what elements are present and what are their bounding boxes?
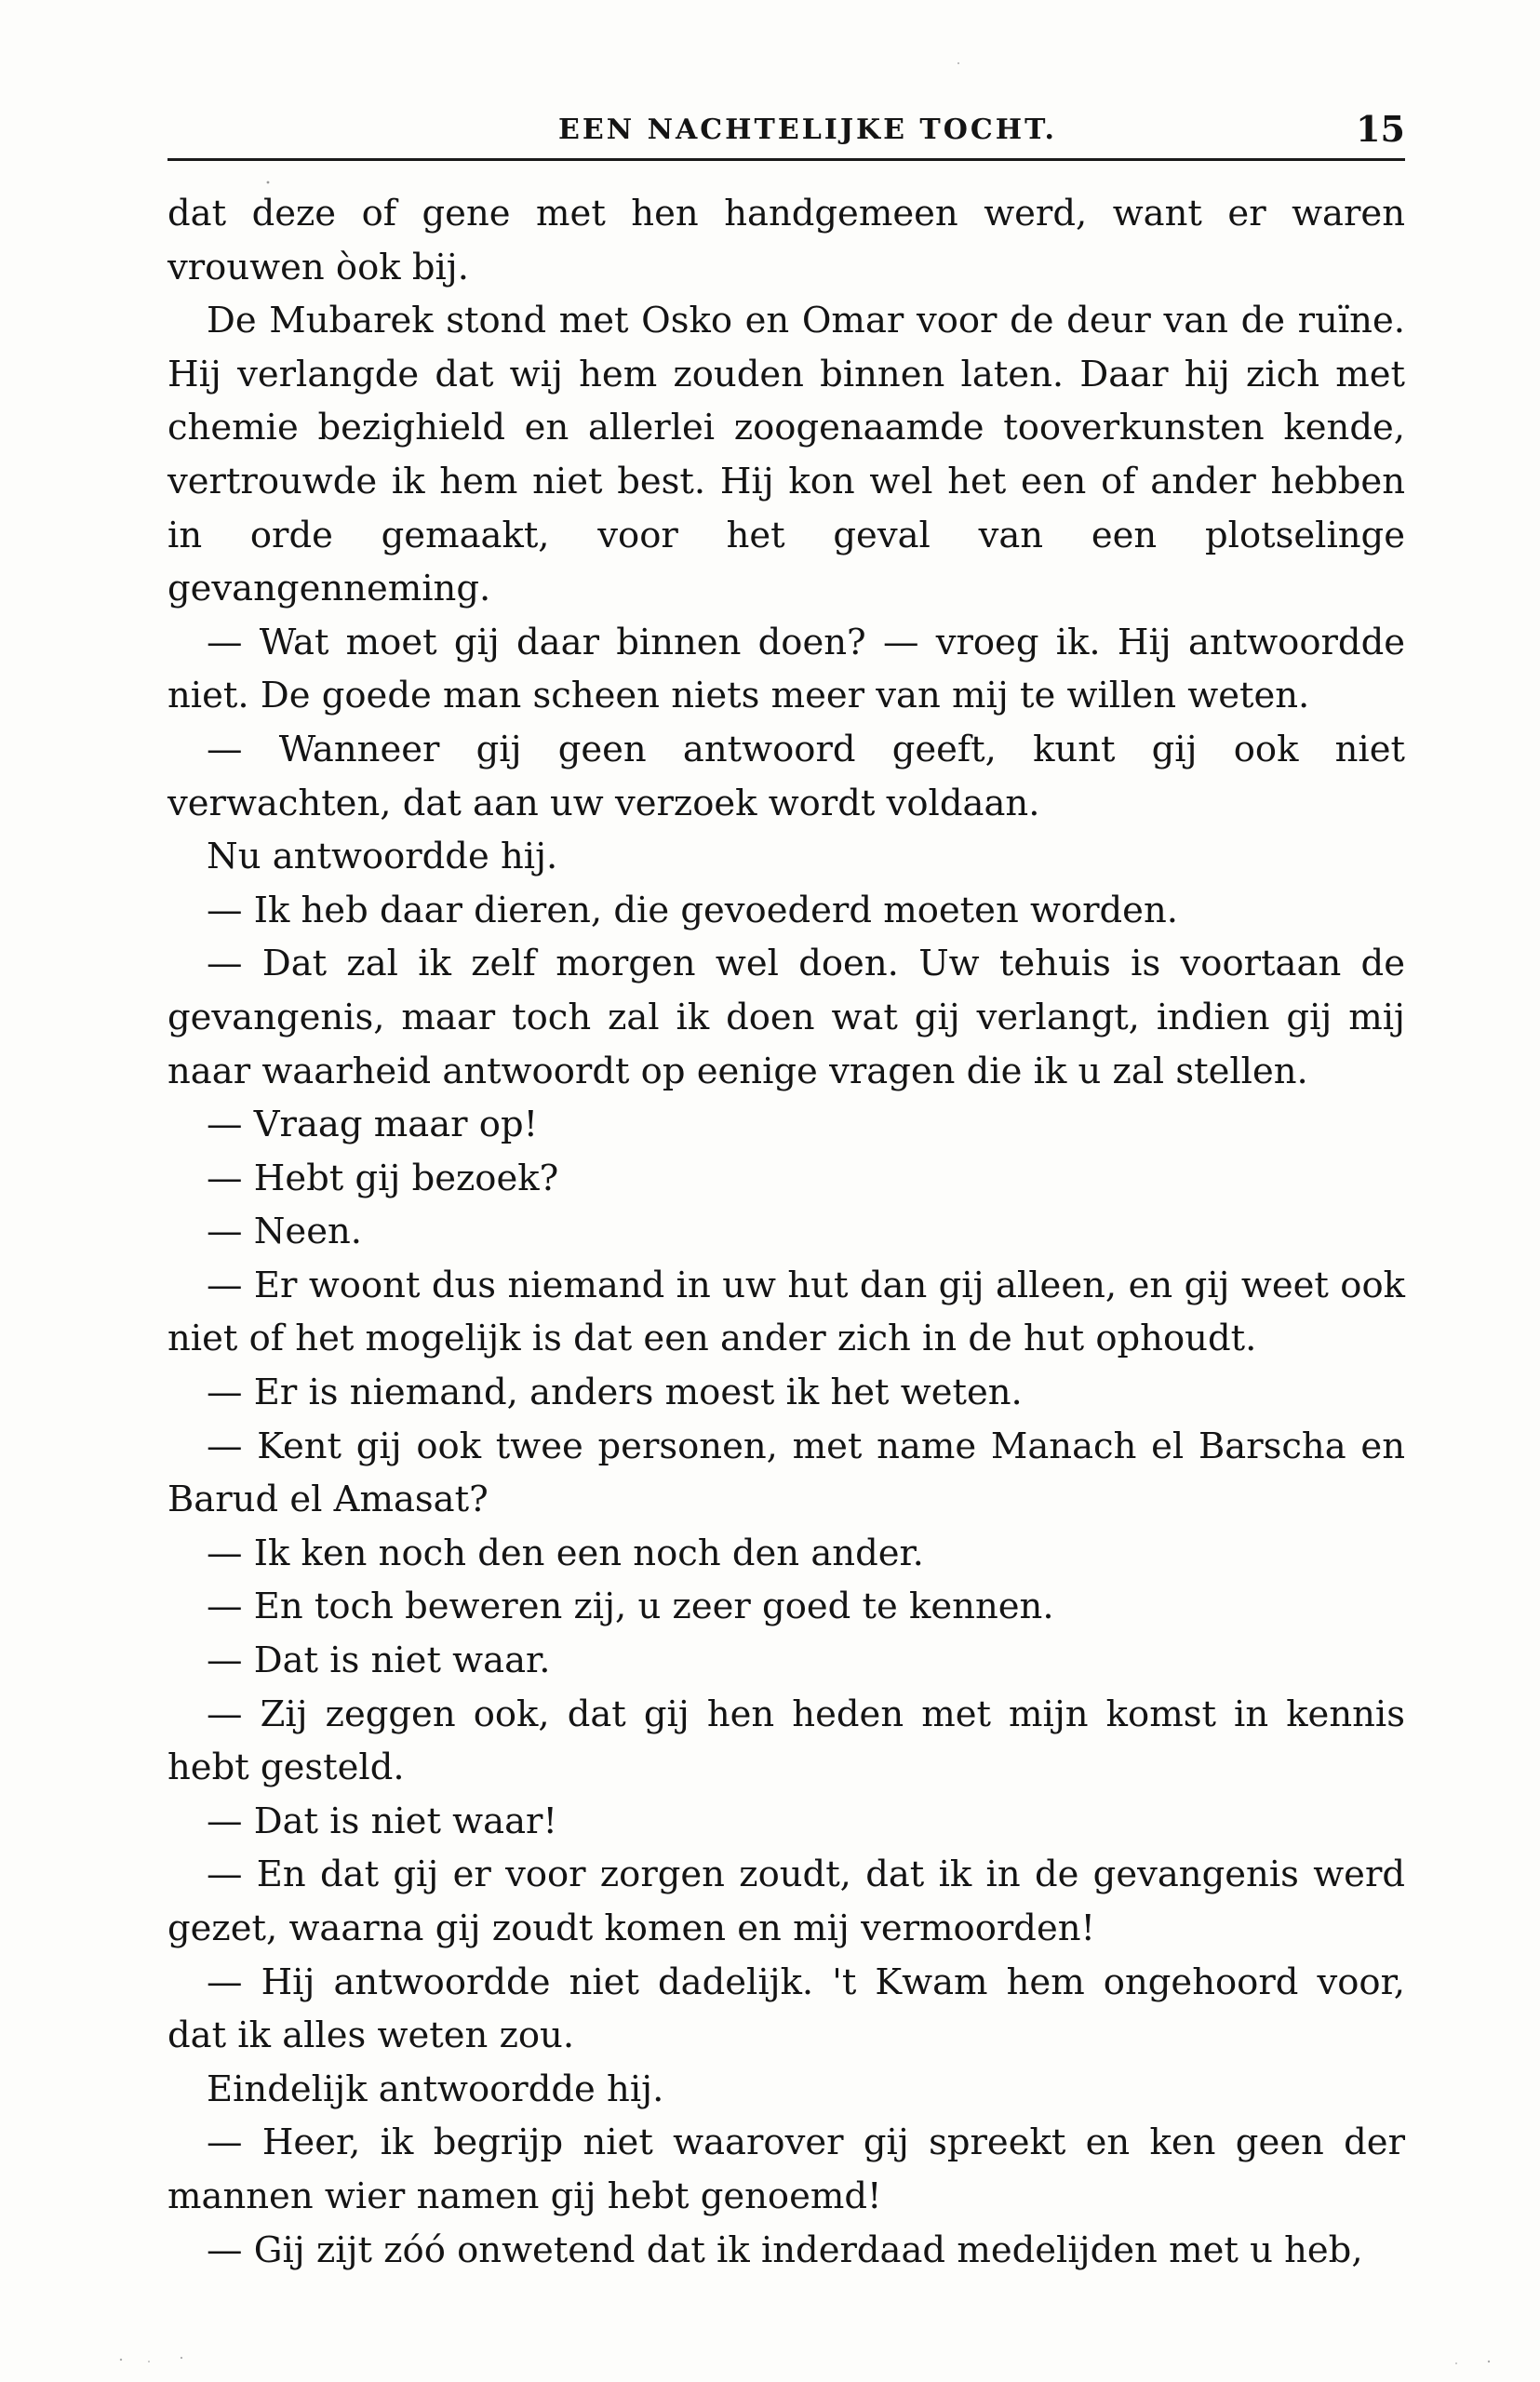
paragraph: De Mubarek stond met Osko en Omar voor de deur van de ruïne. Hij verlangde dat wij hem zouden binnen laten. Daar hij zich met chemie bezighield en allerlei zoogenaamde tooverkunsten kende, vertrouwde ik hem niet best. Hij kon wel het een of ander hebben in orde gemaakt, voor het geval van een plotselinge gevangenneming. xyxy=(167,300,1405,610)
paragraph: Nu antwoordde hij. xyxy=(207,836,558,878)
paragraph: — Heer, ik begrijp niet waarover gij spreekt en ken geen der mannen wier namen gij hebt genoemd! xyxy=(167,2121,1405,2217)
paragraph: — Gij zijt zóó onwetend dat ik inderdaad medelijden met u heb, xyxy=(207,2228,1363,2271)
running-title: EEN NACHTELIJKE TOCHT. xyxy=(558,114,1057,146)
book-page xyxy=(167,102,1405,2335)
paragraph: — Er is niemand, anders moest ik het weten. xyxy=(207,1372,1023,1414)
paragraph: dat deze of gene met hen handgemeen werd, want er waren vrouwen òok bij. xyxy=(167,193,1405,288)
paragraph: — En dat gij er voor zorgen zoudt, dat ik in de gevangenis werd gezet, waarna gij zoudt komen en mij vermoorden! xyxy=(167,1853,1405,1949)
running-header xyxy=(167,102,1405,161)
paragraph: — Hij antwoordde niet dadelijk. 't Kwam hem ongehoord voor, dat ik alles weten zou. xyxy=(167,1960,1405,2057)
paragraph: — Ik heb daar dieren, die gevoederd moeten worden. xyxy=(207,889,1178,931)
paragraph: — Er woont dus niemand in uw hut dan gij alleen, en gij weet ook niet of het mogelijk is dat een ander zich in de hut ophoudt. xyxy=(167,1264,1405,1360)
paragraph: — Vraag maar op! xyxy=(207,1104,539,1146)
paragraph: — Wat moet gij daar binnen doen? — vroeg ik. Hij antwoordde niet. De goede man scheen niets meer van mij te willen weten. xyxy=(167,621,1405,717)
text-body xyxy=(167,187,1405,2277)
paragraph: — Hebt gij bezoek? xyxy=(207,1157,559,1199)
paragraph: — En toch beweren zij, u zeer goed te kennen. xyxy=(207,1586,1054,1628)
paragraph: — Kent gij ook twee personen, met name Manach el Barscha en Barud el Amasat? xyxy=(167,1425,1405,1521)
paragraph: — Ik ken noch den een noch den ander. xyxy=(207,1532,924,1574)
page-number: 15 xyxy=(1356,108,1405,150)
paragraph: — Dat zal ik zelf morgen wel doen. Uw tehuis is voortaan de gevangenis, maar toch zal ik doen wat gij verlangt, indien gij mij naar waarheid antwoordt op eenige vragen die ik u zal stellen. xyxy=(167,943,1405,1092)
paragraph: — Dat is niet waar. xyxy=(207,1639,551,1682)
paragraph: — Dat is niet waar! xyxy=(207,1800,557,1842)
paragraph: Eindelijk antwoordde hij. xyxy=(207,2068,664,2110)
paragraph: — Zij zeggen ook, dat gij hen heden met mijn komst in kennis hebt gesteld. xyxy=(167,1693,1405,1789)
paragraph: — Neen. xyxy=(207,1211,363,1253)
paragraph: — Wanneer gij geen antwoord geeft, kunt gij ook niet verwachten, dat aan uw verzoek wordt voldaan. xyxy=(167,728,1405,824)
